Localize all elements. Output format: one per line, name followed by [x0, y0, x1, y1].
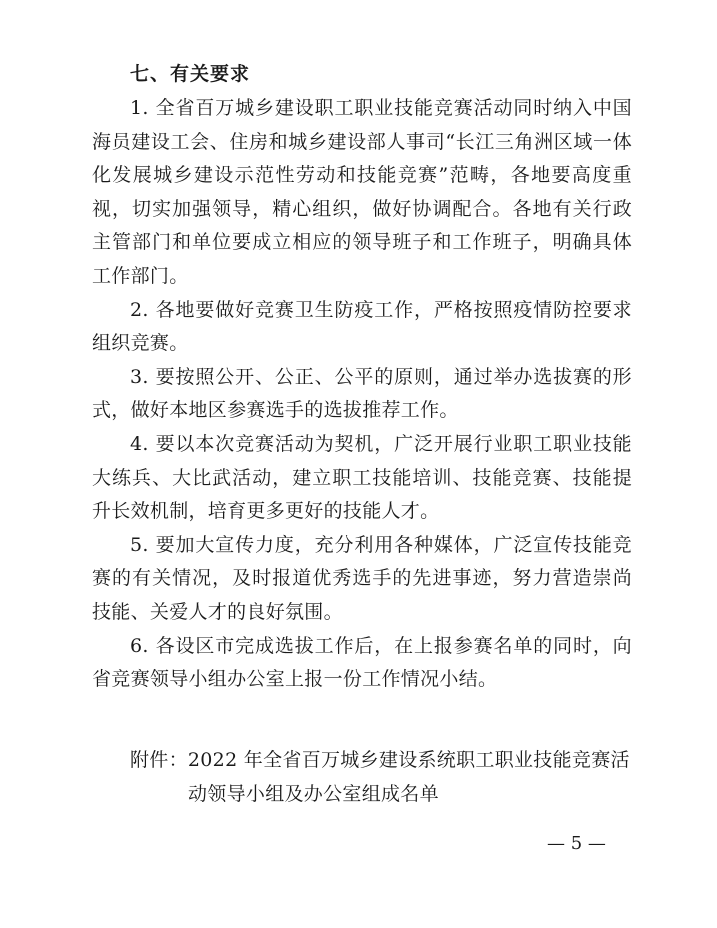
requirement-paragraph-1: 1. 全省百万城乡建设职工职业技能竞赛活动同时纳入中国海员建设工会、住房和城乡建设部人事司“长江三角洲区域一体化发展城乡建设示范性劳动和技能竞赛”范畴，各地要高度重视，切实加强领导，精心组织，做好协调配合。各地有关行政主管部门和单位要成立相应的领导班子和工作班子，明确具体工作部门。	[92, 97, 632, 287]
section-heading: 七、有关要求	[130, 63, 251, 85]
requirements-body	[92, 92, 632, 697]
requirement-paragraph-3: 3. 要按照公开、公正、公平的原则，通过举办选拔赛的形式，做好本地区参赛选手的选拔推荐工作。	[92, 365, 632, 422]
requirement-paragraph-5: 5. 要加大宣传力度，充分利用各种媒体，广泛宣传技能竞赛的有关情况，及时报道优秀选手的先进事迹，努力营造崇尚技能、关爱人才的良好氛围。	[92, 533, 632, 623]
page-number: — 5 —	[547, 833, 606, 854]
attachment-line-1: 附件：2022 年全省百万城乡建设系统职工职业技能竞赛活	[130, 749, 630, 771]
requirement-paragraph-2: 2. 各地要做好竞赛卫生防疫工作，严格按照疫情防控要求组织竞赛。	[92, 298, 632, 355]
attachment-note	[130, 743, 630, 811]
requirement-paragraph-4: 4. 要以本次竞赛活动为契机，广泛开展行业职工职业技能大练兵、大比武活动，建立职工技能培训、技能竞赛、技能提升长效机制，培育更多更好的技能人才。	[92, 432, 632, 523]
requirement-paragraph-6: 6. 各设区市完成选拔工作后，在上报参赛名单的同时，向省竞赛领导小组办公室上报一份工作情况小结。	[92, 634, 632, 691]
attachment-line-2: 动领导小组及办公室组成名单	[188, 783, 439, 805]
